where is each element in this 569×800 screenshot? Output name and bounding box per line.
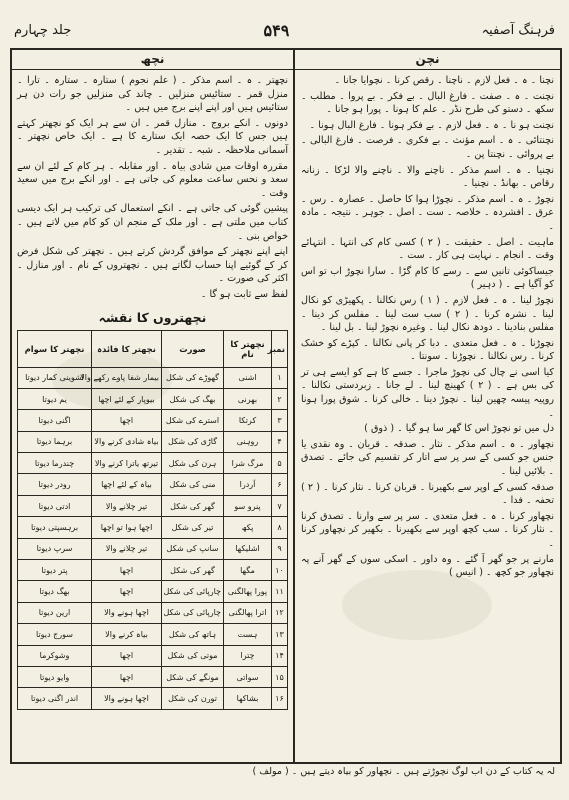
nakshatra-deity-cell: وایو دیوتا [18, 666, 92, 687]
dictionary-entry: مارنے پر جو گھر آ گئے ۔ وہ داور ۔ اسکی سوں کے گھر آنے پہ نچھاور جو کچھ ۔ ( انیس ) [301, 553, 554, 579]
nakshatra-benefit-cell: تیر چلانے والا [92, 538, 162, 559]
table-header-cell: نمبر [272, 330, 288, 367]
dictionary-entry: لفظ سے ثابت ہو گا ۔ [200, 288, 288, 300]
nakshatra-benefit-cell: اچھا [92, 560, 162, 581]
nakshatra-table [17, 330, 288, 710]
nakshatra-deity-cell: سرپ دیوتا [18, 538, 92, 559]
row-number-cell: ۵ [272, 453, 288, 474]
nakshatra-deity-cell: اگنی دیوتا [18, 410, 92, 431]
nakshatra-form-cell: منی کی شکل [162, 474, 224, 495]
table-row [18, 431, 288, 452]
nakshatra-benefit-cell: بیوپار کے لئے اچھا [92, 388, 162, 409]
nakshatra-form-cell: بھگ کی شکل [162, 388, 224, 409]
nakshatra-name-cell: پورا پھالگنی [224, 581, 272, 602]
nakshatra-form-cell: استرے کی شکل [162, 410, 224, 431]
nakshatra-benefit-cell: بیاہ کرنے والا [92, 624, 162, 645]
table-title: نچھتروں کا نقشہ [98, 309, 207, 325]
table-header-cell: نچھتر کا نام [224, 330, 272, 367]
nakshatra-deity-cell: اشوینی کمار دیوتا [18, 367, 92, 388]
dictionary-entry: دونوں ۔ انکے بروج ۔ منازل قمر ۔ ان سے ہر ایک کو نچھتر کہتے ہیں جس کا ایک حصہ ایک ستارے کا ہے ۔ ایک خاص نچھتر ۔ آسمانی ملاحظہ ۔ شبہ ۔ تقدیر ۔ [17, 117, 288, 156]
dictionary-entry: پیشین گوئی کی جاتی ہے ۔ انکے استعمال کی ترکیب ہر ایک دیسی کتاب میں ملتی ہے ۔ اور ملک کے منجم ان کو کام میں لاتے ہیں ۔ خواص بنی ۔ [17, 203, 288, 242]
nakshatra-deity-cell: رودر دیوتا [18, 474, 92, 495]
dictionary-entry: دل میں تو نچوڑ اس کا گھر سا ہو گیا ۔ ( ذوق ) [364, 423, 554, 435]
nakshatra-benefit-cell: تیرتھ یاترا کرنے والا [92, 453, 162, 474]
nakshatra-name-cell: پنرو سو [224, 495, 272, 516]
nakshatra-form-cell: تورن کی شکل [162, 688, 224, 709]
table-row [18, 495, 288, 516]
table-row [18, 602, 288, 623]
nakshatra-name-cell: اشلیکھا [224, 538, 272, 559]
left-column [12, 50, 293, 762]
table-row [18, 560, 288, 581]
nakshatra-deity-cell: برہسپتی دیوتا [18, 517, 92, 538]
dictionary-entry: کیا اسی نے چال کی نچوڑ ماجرا ۔ جسے کا ہے کو ایسے ہی تر کی بس ہے ۔ ( ۲ ) کھینچ لینا ۔ لے جانا ۔ زبردستی نکالنا ۔ روپیہ پیسہ چھین لینا ۔ نچوڑ دینا ۔ خالی کرنا ۔ شوق پورا ہونا ۔ [301, 366, 554, 419]
nakshatra-name-cell: سواتی [224, 666, 272, 687]
table-header-row [18, 330, 288, 367]
dictionary-entry: نچنا ۔ ہ ۔ فعل لازم ۔ ناچنا ۔ رقص کرنا ۔ نچوایا جانا ۔ [334, 75, 554, 86]
row-number-cell: ۱۵ [272, 666, 288, 687]
row-number-cell: ۱ [272, 367, 288, 388]
dictionary-entry: مقررہ اوقات میں شادی بیاہ ۔ اور مقابلہ ۔ ہر کام کے لئے ان سے سعد و نحس ساعت معلوم کی جاتی ہے ۔ اور انکے برج میں سعید وقت ۔ [17, 160, 288, 199]
table-row [18, 688, 288, 709]
row-number-cell: ۶ [272, 474, 288, 495]
nakshatra-form-cell: مونگے کی شکل [162, 666, 224, 687]
dictionary-entry: نچھتر ۔ ہ ۔ اسم مذکر ۔ ( علم نجوم ) ستارہ ۔ ستارہ ۔ تارا ۔ منزل قمر ۔ ستائیس منزلیں ۔ چاند کی منزلیں جو رات دن ہر ستائیس ہیں اور اپنے اپنے برج میں ہیں ۔ [17, 75, 288, 114]
page-header [14, 14, 555, 46]
nakshatra-form-cell: گھر کی شکل [162, 495, 224, 516]
row-number-cell: ۱۰ [272, 560, 288, 581]
table-row [18, 581, 288, 602]
nakshatra-name-cell: چترا [224, 645, 272, 666]
nakshatra-deity-cell: وشوکرما [18, 645, 92, 666]
nakshatra-benefit-cell: اچھا ہونے والا [92, 602, 162, 623]
nakshatra-benefit-cell: بیمار شفا پاوے رکھے والا [92, 367, 162, 388]
nakshatra-name-cell: اترا پھالگنی [224, 602, 272, 623]
row-number-cell: ۹ [272, 538, 288, 559]
right-column-heading: نچن [295, 50, 560, 70]
left-column-heading: نچھ [12, 50, 293, 70]
nakshatra-name-cell: مرگ شرا [224, 453, 272, 474]
dictionary-entry: نچنتائی ۔ ہ ۔ اسم مؤنث ۔ بے فکری ۔ فرصت ۔ فارغ البالی ۔ بے پروائی ۔ نچنتا پن ۔ [301, 135, 554, 160]
nakshatra-deity-cell: چندرما دیوتا [18, 453, 92, 474]
column-divider [293, 50, 295, 762]
dictionary-entry: نچنیا ۔ ہ ۔ اسم مذکر ۔ ناچنے والا ۔ ناچنے والا لڑکا ۔ زنانہ رقاص ۔ بھانڈ ۔ نچنیا ۔ [301, 164, 554, 190]
table-row [18, 517, 288, 538]
nakshatra-name-cell: پکھ [224, 517, 272, 538]
nakshatra-deity-cell: سورج دیوتا [18, 624, 92, 645]
nakshatra-deity-cell: بھگ دیوتا [18, 581, 92, 602]
nakshatra-form-cell: ہرن کی شکل [162, 453, 224, 474]
nakshatra-form-cell: چارپائی کی شکل [162, 581, 224, 602]
nakshatra-deity-cell: ادتی دیوتا [18, 495, 92, 516]
dictionary-entry: صدقہ کسی کے اوپر سے بکھیرنا ۔ قربان کرنا ۔ نثار کرنا ۔ ( ۲ ) تحفہ ۔ فدا ۔ [301, 481, 554, 507]
dictionary-entry: اپنے اپنے نچھتر کے موافق گردش کرتے ہیں ۔ نچھتر کی شکل فرض کر کے گوئیے اپنا حساب لگاتے ہیں ۔ نچھتروں کے نام ۔ اور منازل ۔ اکثر کی صورت ۔ [17, 246, 288, 285]
dictionary-entry: نچوڑ ۔ ہ ۔ اسم مذکر ۔ نچوڑا ہوا کا حاصل ۔ عصارہ ۔ رس ۔ عرق ۔ افشردہ ۔ خلاصہ ۔ ست ۔ اصل ۔ جوہر ۔ نتیجہ ۔ مادہ ۔ [301, 193, 554, 232]
right-column [295, 50, 560, 762]
nakshatra-form-cell: گاڑی کی شکل [162, 431, 224, 452]
nakshatra-benefit-cell: بیاہ شادی کرنے والا [92, 431, 162, 452]
nakshatra-benefit-cell: اچھا ہونے والا [92, 688, 162, 709]
nakshatra-benefit-cell: تیر چلانے والا [92, 495, 162, 516]
nakshatra-benefit-cell: اچھا [92, 645, 162, 666]
nakshatra-benefit-cell: بیاہ کے لئے اچھا [92, 474, 162, 495]
nakshatra-deity-cell: یم دیوتا [18, 388, 92, 409]
table-header-cell: نچھتر کا فائدہ [92, 330, 162, 367]
nakshatra-deity-cell: اندر اگنی دیوتا [18, 688, 92, 709]
footnote: لہ یہ کتاب کے دن اب لوگ نچوڑتے ہیں ۔ نچھاور کو بیاہ دیتے ہیں ۔ ( مولف ) [252, 766, 555, 777]
table-row [18, 538, 288, 559]
nakshatra-name-cell: بشاکھا [224, 688, 272, 709]
dictionary-entry: نچھاور کرنا ۔ ہ ۔ فعل متعدی ۔ سر پر سے وارنا ۔ تصدق کرنا ۔ نثار کرنا ۔ سب کچھ اوپر سے بکھیرنا ۔ بکھیر کر نچھاور کرنا ۔ [301, 510, 554, 549]
nakshatra-deity-cell: پتر دیوتا [18, 560, 92, 581]
row-number-cell: ۱۶ [272, 688, 288, 709]
nakshatra-form-cell: ہاتھ کی شکل [162, 624, 224, 645]
row-number-cell: ۸ [272, 517, 288, 538]
table-row [18, 410, 288, 431]
left-column-entries [17, 74, 288, 302]
nakshatra-name-cell: روہنی [224, 431, 272, 452]
nakshatra-form-cell: گھوڑے کی شکل [162, 367, 224, 388]
table-row [18, 367, 288, 388]
nakshatra-name-cell: ہست [224, 624, 272, 645]
row-number-cell: ۱۱ [272, 581, 288, 602]
dictionary-entry: نچھاور ۔ ہ ۔ اسم مذکر ۔ نثار ۔ صدقہ ۔ قربان ۔ وہ نقدی یا جنس جو کسی کے سر پر سے اتار کر تقسیم کی جائے ۔ تصدق ۔ بلائیں لینا ۔ [301, 438, 554, 478]
nakshatra-form-cell: موتی کی شکل [162, 645, 224, 666]
header-volume: جلد چہارم [14, 22, 72, 38]
row-number-cell: ۱۳ [272, 624, 288, 645]
table-header-cell: نچھتر کا سوام [18, 330, 92, 367]
nakshatra-benefit-cell: اچھا ہوا تو اچھا [92, 517, 162, 538]
nakshatra-name-cell: بھرنی [224, 388, 272, 409]
row-number-cell: ۷ [272, 495, 288, 516]
table-row [18, 624, 288, 645]
nakshatra-form-cell: تیر کی شکل [162, 517, 224, 538]
table-row [18, 453, 288, 474]
table-body [18, 367, 288, 709]
nakshatra-name-cell: آردرا [224, 474, 272, 495]
nakshatra-form-cell: سانپ کی شکل [162, 538, 224, 559]
dictionary-entry: جیساکوئی تانیں سے ۔ رسے کا کام گڑا ۔ سارا نچوڑ اب تو اس کو آگیا ہے ۔ ( دہیر ) [301, 265, 554, 291]
nakshatra-benefit-cell: اچھا [92, 410, 162, 431]
page-number: ۵۴۹ [263, 20, 290, 40]
table-row [18, 474, 288, 495]
page-frame [10, 48, 562, 764]
table-header-cell: صورت [162, 330, 224, 367]
header-book-title: فرہنگ آصفیہ [481, 22, 555, 38]
nakshatra-form-cell: چارپائی کی شکل [162, 602, 224, 623]
table-row [18, 666, 288, 687]
dictionary-entry: نچوڑ لینا ۔ ہ ۔ فعل لازم ۔ ( ۱ ) رس نکالنا ۔ پکھیڑی کو نکال لینا ۔ نشرہ کرنا ۔ ( ۲ ) سب ست لینا ۔ مفلس کر دینا ۔ مفلس بنادینا ۔ دودھ نکال لینا ۔ وغیرہ نچوڑ لینا ۔ بل لینا ۔ [301, 294, 554, 334]
nakshatra-deity-cell: ارین دیوتا [18, 602, 92, 623]
nakshatra-benefit-cell: اچھا [92, 581, 162, 602]
right-column-entries [301, 74, 554, 580]
row-number-cell: ۳ [272, 410, 288, 431]
nakshatra-benefit-cell: اچھا [92, 666, 162, 687]
dictionary-entry: نچنت ہو نا ۔ ہ ۔ فعل لازم ۔ بے فکر ہونا ۔ فارغ البال ہونا ۔ [309, 119, 554, 131]
nakshatra-form-cell: گھر کی شکل [162, 560, 224, 581]
dictionary-entry: نچوڑنا ۔ ہ ۔ فعل متعدی ۔ دبا کر پانی نکالنا ۔ کپڑے کو خشک کرنا ۔ رس نکالنا ۔ نچوڑنا ۔ سونتا ۔ [301, 337, 554, 363]
table-row [18, 645, 288, 666]
table-row [18, 388, 288, 409]
row-number-cell: ۴ [272, 431, 288, 452]
nakshatra-name-cell: کرتکا [224, 410, 272, 431]
nakshatra-name-cell: مگھا [224, 560, 272, 581]
row-number-cell: ۲ [272, 388, 288, 409]
row-number-cell: ۱۴ [272, 645, 288, 666]
row-number-cell: ۱۲ [272, 602, 288, 623]
nakshatra-name-cell: اشنی [224, 367, 272, 388]
dictionary-entry: ماہیت ۔ اصل ۔ حقیقت ۔ ( ۲ ) کسی کام کی انتہا ۔ انتہائے وقت ۔ انجام ۔ نہایت ہی کار ۔ ست ۔ [301, 236, 554, 262]
dictionary-entry: نچنت ۔ ہ ۔ صفت ۔ فارغ البال ۔ بے فکر ۔ بے پروا ۔ مطلب ۔ سکھ ۔ دستو کی طرح نڈر ۔ علم کا ہونا ۔ پورا ہو جانا ۔ [301, 90, 554, 116]
nakshatra-deity-cell: برہما دیوتا [18, 431, 92, 452]
